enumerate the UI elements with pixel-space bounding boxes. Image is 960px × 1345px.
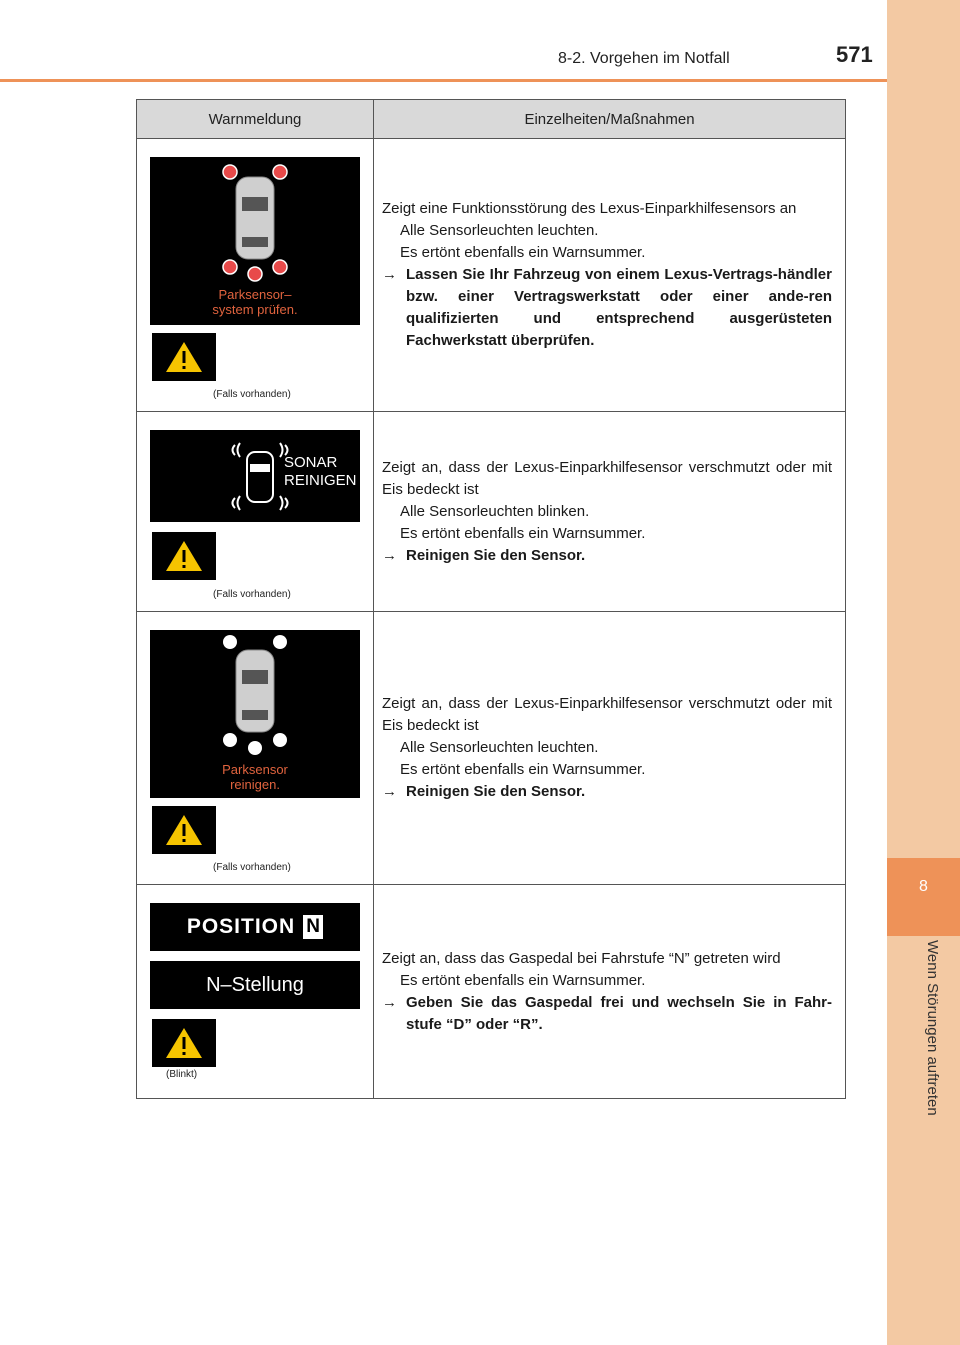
action-text: Lassen Sie Ihr Fahrzeug von einem Lexus-Vertrags-händler bzw. einer Vertragswerkstatt oder einer ande-ren qualifizierten und entsprechend ausgerüsteten Fachwerkstatt überprüfen. <box>406 266 832 349</box>
gear-n-badge: N <box>303 915 323 939</box>
action-text: Reinigen Sie den Sensor. <box>406 546 586 564</box>
header-rule <box>0 79 887 82</box>
chapter-number: 8 <box>887 858 960 936</box>
table-row <box>137 139 846 412</box>
detail-line: Es ertönt ebenfalls ein Warnsummer. <box>400 761 646 778</box>
details-cell <box>374 885 846 1099</box>
master-warning-indicator <box>152 532 216 580</box>
table-header-row <box>137 100 846 139</box>
screen-line-1: SONAR <box>284 454 338 471</box>
section-title: 8-2. Vorgehen im Notfall <box>558 50 730 67</box>
action-line <box>382 264 832 352</box>
table-row <box>137 612 846 885</box>
screen-line-1: Parksensor <box>222 762 288 777</box>
screen-line-2: system prüfen. <box>212 302 298 317</box>
details-cell <box>374 612 846 885</box>
detail-line: Es ertönt ebenfalls ein Warnsummer. <box>400 971 646 989</box>
action-text: Geben Sie das Gaspedal frei und wechseln Sie in Fahr-stufe “D” oder “R”. <box>406 993 832 1033</box>
description: Zeigt eine Funktionsstörung des Lexus-Einparkhilfesensors an <box>382 200 797 217</box>
note-label: (Blinkt) <box>166 1069 198 1080</box>
detail-line: Alle Sensorleuchten leuchten. <box>400 739 599 756</box>
n-stellung-display <box>150 961 360 1009</box>
action-line <box>382 992 832 1036</box>
note-label: (Falls vorhanden) <box>213 389 291 400</box>
detail-line: Alle Sensorleuchten leuchten. <box>400 222 599 239</box>
detail-line: Es ertönt ebenfalls ein Warnsummer. <box>400 244 646 261</box>
action-line <box>382 545 832 567</box>
note-label: (Falls vorhanden) <box>213 589 291 600</box>
column-header-details: Einzelheiten/Maßnahmen <box>374 100 846 139</box>
warning-image-cell <box>137 612 374 885</box>
note-label: (Falls vorhanden) <box>213 862 291 873</box>
screen-line-1: Parksensor– <box>218 287 292 302</box>
detail-line: Es ertönt ebenfalls ein Warnsummer. <box>400 524 646 542</box>
warning-image-cell <box>137 885 374 1099</box>
display-screen <box>150 157 360 325</box>
detail-line: Alle Sensorleuchten blinken. <box>400 502 590 520</box>
warning-triangle-icon <box>164 539 204 573</box>
arrow-icon: → <box>382 993 397 1011</box>
car-sensor-icon <box>150 157 360 287</box>
warning-triangle-icon <box>164 340 204 374</box>
display-screen <box>150 430 360 522</box>
description: Zeigt an, dass der Lexus-Einparkhilfesensor verschmutzt oder mit Eis bedeckt ist <box>382 695 832 734</box>
position-label: POSITION <box>186 915 296 938</box>
master-warning-indicator <box>152 806 216 854</box>
arrow-icon: → <box>382 546 397 564</box>
action-line <box>382 781 832 803</box>
warning-table <box>136 99 846 1099</box>
chapter-title: Wenn Störungen auftreten <box>924 940 941 1116</box>
car-ice-sensor-icon <box>150 630 360 760</box>
action-text: Reinigen Sie den Sensor. <box>406 783 586 800</box>
description: Zeigt an, dass der Lexus-Einparkhilfesensor verschmutzt oder mit Eis bedeckt ist <box>382 458 832 498</box>
master-warning-indicator <box>152 333 216 381</box>
table-row <box>137 885 846 1099</box>
screen-line-2: REINIGEN <box>284 472 357 489</box>
details-cell <box>374 139 846 412</box>
display-screen <box>150 630 360 798</box>
warning-image-cell <box>137 412 374 612</box>
page-number: 571 <box>836 42 873 67</box>
chapter-sidebar <box>887 0 960 1345</box>
screen-line-2: reinigen. <box>230 777 280 792</box>
arrow-icon: → <box>382 783 397 800</box>
position-n-display <box>150 903 360 951</box>
warning-image-cell <box>137 139 374 412</box>
warning-triangle-icon <box>164 813 204 847</box>
warning-triangle-icon <box>164 1026 204 1060</box>
arrow-icon: → <box>382 266 397 283</box>
description: Zeigt an, dass das Gaspedal bei Fahrstufe “N” getreten wird <box>382 949 781 967</box>
n-stellung-label: N–Stellung <box>206 973 304 996</box>
table-row <box>137 412 846 612</box>
master-warning-indicator <box>152 1019 216 1067</box>
column-header-warnmeldung: Warnmeldung <box>137 100 374 139</box>
details-cell <box>374 412 846 612</box>
